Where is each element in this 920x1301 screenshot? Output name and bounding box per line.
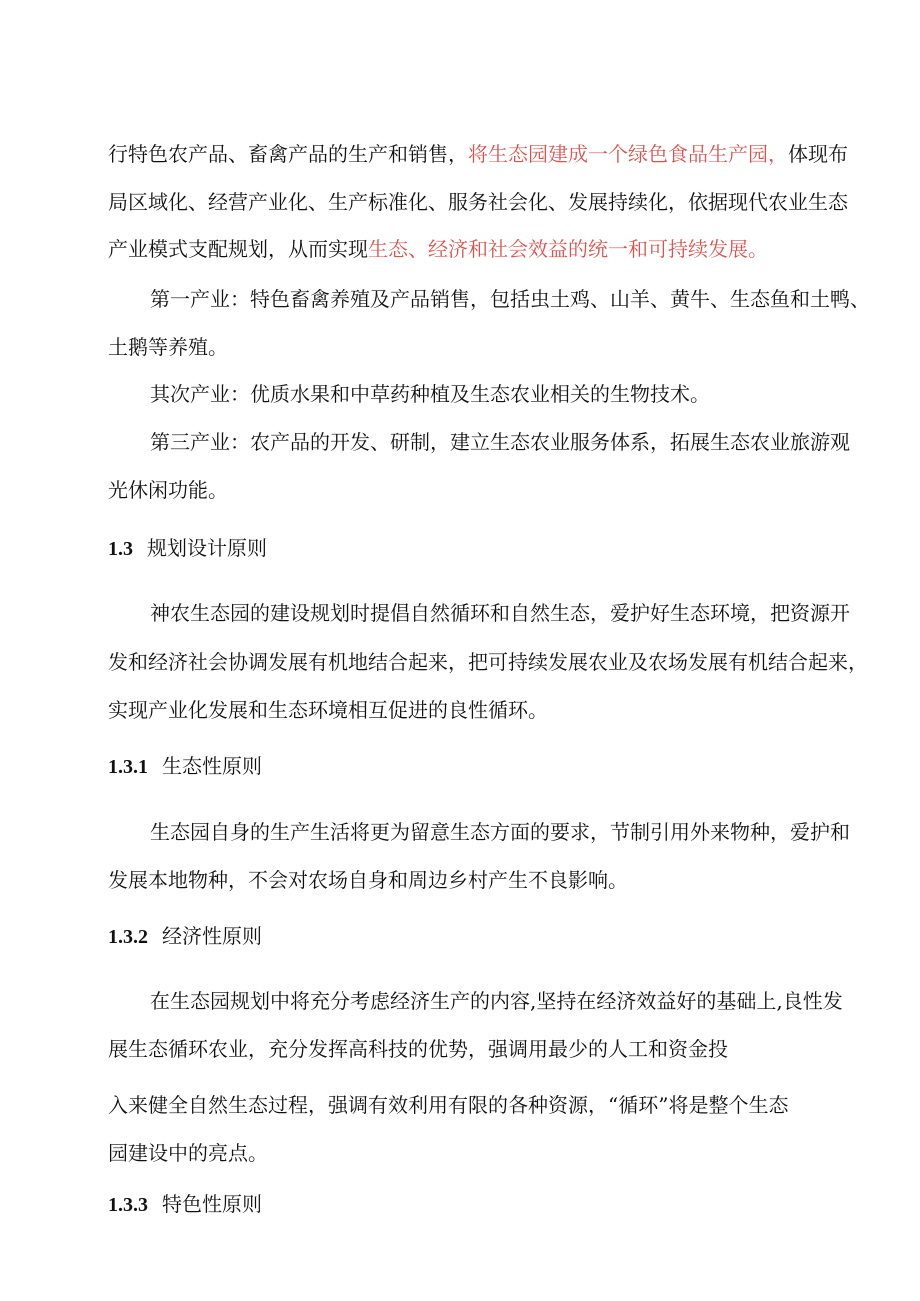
section-1-3-2-heading <box>108 922 262 951</box>
intro-line-2: 局区域化、经营产业化、生产标准化、服务社会化、发展持续化，依据现代农业生态 <box>108 190 848 214</box>
industry-1-line-2: 土鹅等养殖。 <box>108 335 228 359</box>
section-1-3-3-title: 特色性原则 <box>162 1192 262 1216</box>
intro-line-1-text-b: 体现布 <box>788 142 848 166</box>
section-1-3-2-para-line-1: 在生态园规划中将充分考虑经济生产的内容,坚持在经济效益好的基础上,良性发 <box>150 989 843 1013</box>
industry-3-line-1: 第三产业：农产品的开发、研制，建立生态农业服务体系，拓展生态农业旅游观 <box>150 430 850 454</box>
section-1-3-1-number: 1.3.1 <box>108 756 148 778</box>
section-1-3-1-title: 生态性原则 <box>162 754 262 778</box>
section-1-3-2-para-line-2: 展生态循环农业，充分发挥高科技的优势，强调用最少的人工和资金投 <box>108 1037 728 1061</box>
section-1-3-heading <box>108 534 267 563</box>
section-1-3-1-para-line-2: 发展本地物种，不会对农场自身和周边乡村产生不良影响。 <box>108 868 628 892</box>
section-1-3-1-para-line-1: 生态园自身的生产生活将更为留意生态方面的要求，节制引用外来物种，爱护和 <box>150 820 850 844</box>
intro-line-3-text-a: 产业模式支配规划，从而实现 <box>108 237 368 261</box>
section-1-3-2-title: 经济性原则 <box>162 924 262 948</box>
section-1-3-2-para-line-4: 园建设中的亮点。 <box>108 1141 268 1165</box>
industry-1-line-1: 第一产业：特色畜禽养殖及产品销售，包括虫土鸡、山羊、黄牛、生态鱼和土鸭、 <box>150 287 870 311</box>
section-1-3-2-number: 1.3.2 <box>108 926 148 948</box>
section-1-3-title: 规划设计原则 <box>147 536 267 560</box>
section-1-3-1-heading <box>108 752 262 781</box>
intro-highlight-green-food: 将生态园建成一个绿色食品生产园， <box>468 142 788 166</box>
section-1-3-3-heading <box>108 1190 262 1219</box>
intro-line-1 <box>108 140 848 168</box>
industry-2: 其次产业：优质水果和中草药种植及生态农业相关的生物技术。 <box>150 382 710 406</box>
section-1-3-3-number: 1.3.3 <box>108 1194 148 1216</box>
section-1-3-number: 1.3 <box>108 538 133 560</box>
industry-3-line-2: 光休闲功能。 <box>108 478 228 502</box>
intro-line-1-text-a: 行特色农产品、畜禽产品的生产和销售， <box>108 142 468 166</box>
section-1-3-para-line-2: 发和经济社会协调发展有机地结合起来，把可持续发展农业及农场发展有机结合起来， <box>108 650 868 674</box>
intro-highlight-sustainable: 生态、经济和社会效益的统一和可持续发展。 <box>368 237 768 261</box>
section-1-3-para-line-1: 神农生态园的建设规划时提倡自然循环和自然生态，爱护好生态环境，把资源开 <box>150 601 850 625</box>
section-1-3-para-line-3: 实现产业化发展和生态环境相互促进的良性循环。 <box>108 698 548 722</box>
section-1-3-2-para-line-3: 入来健全自然生态过程，强调有效利用有限的各种资源，“循环”将是整个生态 <box>108 1093 789 1117</box>
intro-line-3 <box>108 235 768 263</box>
